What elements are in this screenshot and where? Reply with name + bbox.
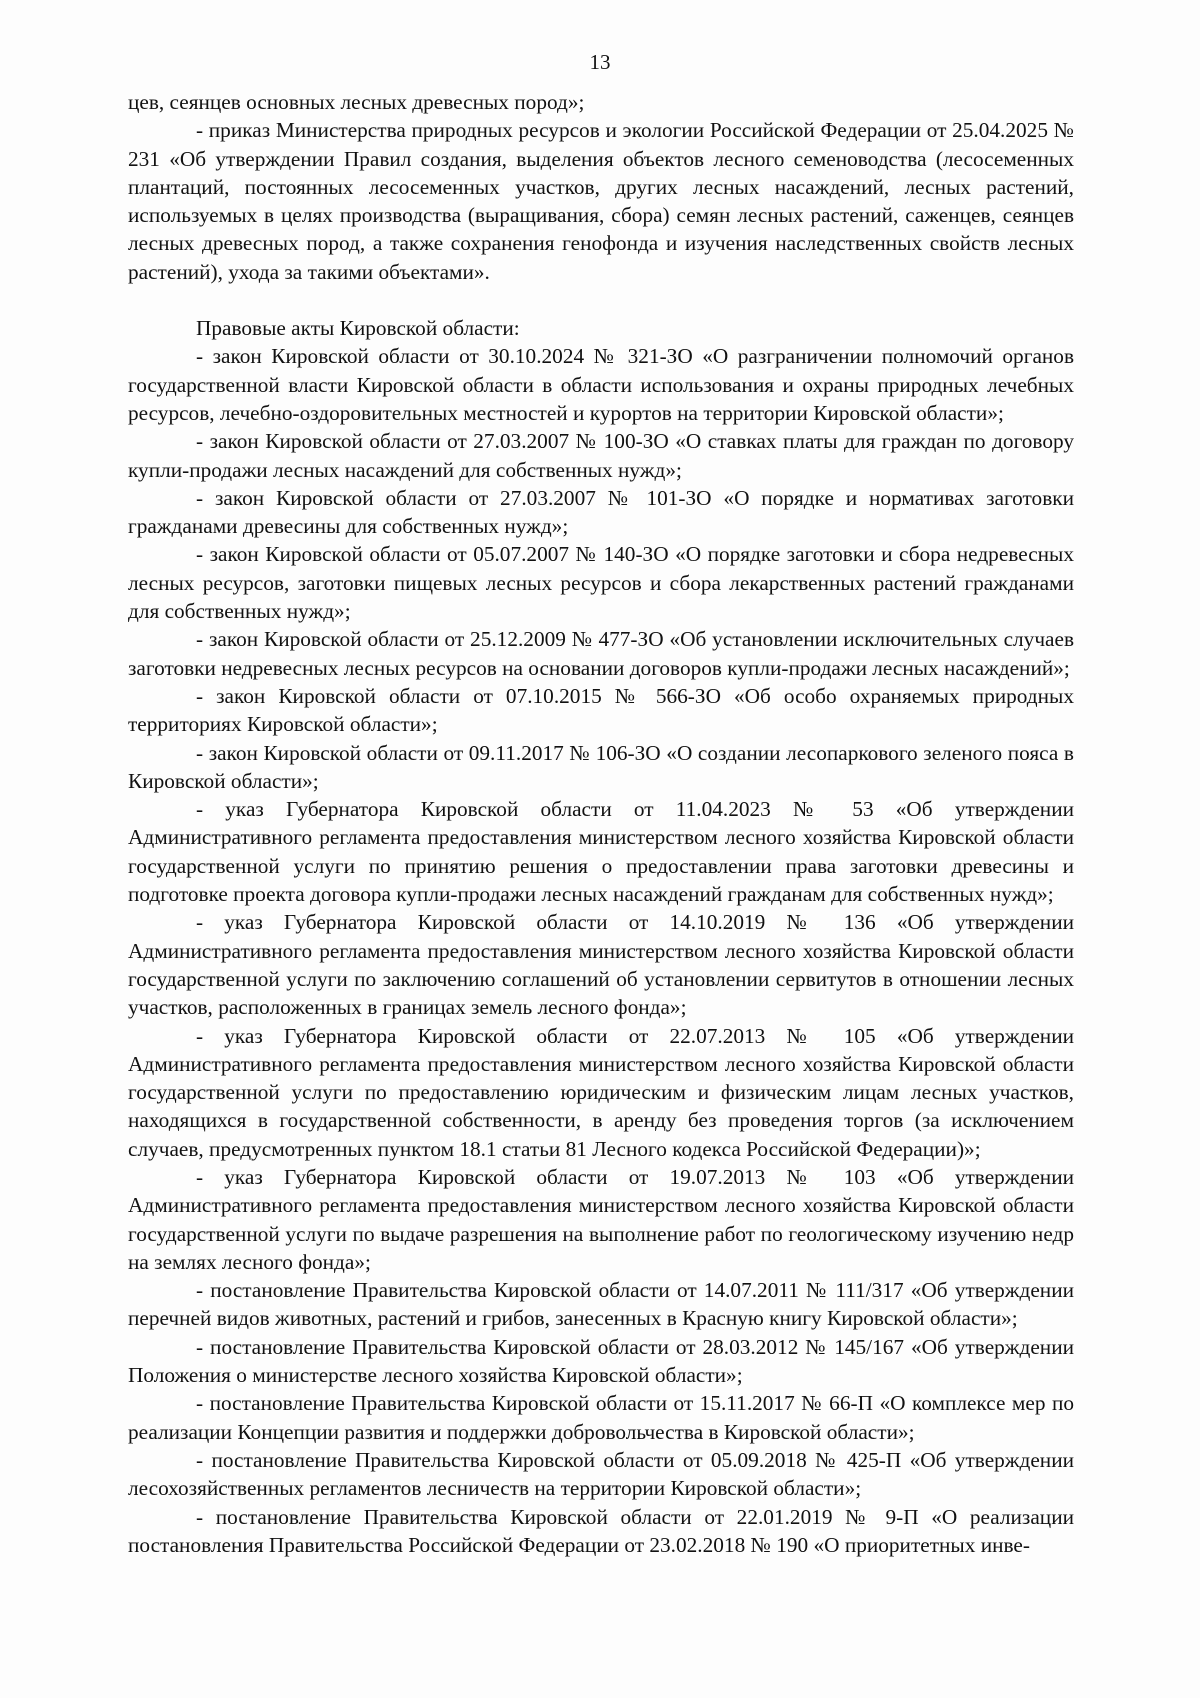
act-item: - постановление Правительства Кировской области от 14.07.2011 № 111/317 «Об утверждении перечней видов животных, растений и грибов, занесенных в Красную книгу Кировской области»; [128,1278,1074,1331]
act-item: - постановление Правительства Кировской области от 15.11.2017 № 66-П «О комплексе мер по реализации Концепции развития и поддержки добровольчества в Кировской области»; [128,1391,1074,1444]
act-item: - указ Губернатора Кировской области от 19.07.2013 № 103 «Об утверждении Административного регламента предоставления министерством лесного хозяйства Кировской области государственной услуги по выдаче разрешения на выполнение работ по геологическому изучению недр на землях лесного фонда»; [128,1164,1074,1274]
act-item: - закон Кировской области от 30.10.2024 № 321-ЗО «О разграничении полномочий органов государственной власти Кировской области в области использования и охраны природных лечебных ресурсов, лечебно-оздоровительных местностей и курортов на территории Кировской области»; [128,344,1074,425]
act-item: - постановление Правительства Кировской области от 28.03.2012 № 145/167 «Об утверждении Положения о министерстве лесного хозяйства Кировской области»; [128,1334,1074,1388]
document-body [128,88,1074,1559]
paragraph-continuation: цев, сеянцев основных лесных древесных пород»; [128,90,585,114]
act-item: - постановление Правительства Кировской области от 05.09.2018 № 425-П «Об утверждении лесохозяйственных регламентов лесничеств на территории Кировской области»; [128,1447,1074,1501]
act-item: - закон Кировской области от 07.10.2015 № 566-ЗО «Об особо охраняемых природных территориях Кировской области»; [128,683,1074,737]
act-item: - закон Кировской области от 27.03.2007 № 100-ЗО «О ставках платы для граждан по договору купли-продажи лесных насаждений для собственных нужд»; [128,429,1074,482]
paragraph-gap [128,286,1074,314]
act-item: - закон Кировской области от 05.07.2007 № 140-ЗО «О порядке заготовки и сбора недревесных лесных ресурсов, заготовки пищевых лесных ресурсов и сбора лекарственных растений гражданами для собственных нужд»; [128,542,1074,624]
act-item: - указ Губернатора Кировской области от 11.04.2023 № 53 «Об утверждении Административного регламента предоставления министерством лесного хозяйства Кировской области государственной услуги по принятию решения о предоставлении права заготовки древесины и подготовке проекта договора купли-продажи лесных насаждений гражданам для собственных нужд»; [128,797,1074,907]
section-heading: Правовые акты Кировской области: [196,316,520,341]
act-item: - закон Кировской области от 09.11.2017 № 106-ЗО «О создании лесопаркового зеленого пояса в Кировской области»; [128,740,1074,793]
act-item: - указ Губернатора Кировской области от 14.10.2019 № 136 «Об утверждении Административного регламента предоставления министерством лесного хозяйства Кировской области государственной услуги по заключению соглашений об установлении сервитутов в отношении лесных участков, расположенных в границах земель лесного фонда»; [128,910,1074,1020]
federal-order-item: - приказ Министерства природных ресурсов и экологии Российской Федерации от 25.04.2025 № 231 «Об утверждении Правил создания, выделения объектов лесного семеноводства (лесосеменных плантаций, постоянных лесосеменных участков, других лесных насаждений, лесных растений, используемых в целях производства (выращивания, сбора) семян лесных растений, саженцев, сеянцев лесных древесных пород, а также сохранения генофонда и изучения наследственных свойств лесных растений), ухода за такими объектами». [128,118,1074,284]
act-item: - закон Кировской области от 25.12.2009 № 477-ЗО «Об установлении исключительных случаев заготовки недревесных лесных ресурсов на основании договоров купли-продажи лесных насаждений»; [128,627,1074,680]
act-item: - закон Кировской области от 27.03.2007 № 101-ЗО «О порядке и нормативах заготовки гражданами древесины для собственных нужд»; [128,485,1074,539]
act-item: - постановление Правительства Кировской области от 22.01.2019 № 9-П «О реализации постановления Правительства Российской Федерации от 23.02.2018 № 190 «О приоритетных инве- [128,1504,1074,1557]
act-item: - указ Губернатора Кировской области от 22.07.2013 № 105 «Об утверждении Административного регламента предоставления министерством лесного хозяйства Кировской области государственной услуги по предоставлению юридическим и физическим лицам лесных участков, находящихся в государственной собственности, в аренду без проведения торгов (за исключением случаев, предусмотренных пунктом 18.1 статьи 81 Лесного кодекса Российской Федерации)»; [128,1023,1074,1161]
page-number: 13 [589,50,611,74]
